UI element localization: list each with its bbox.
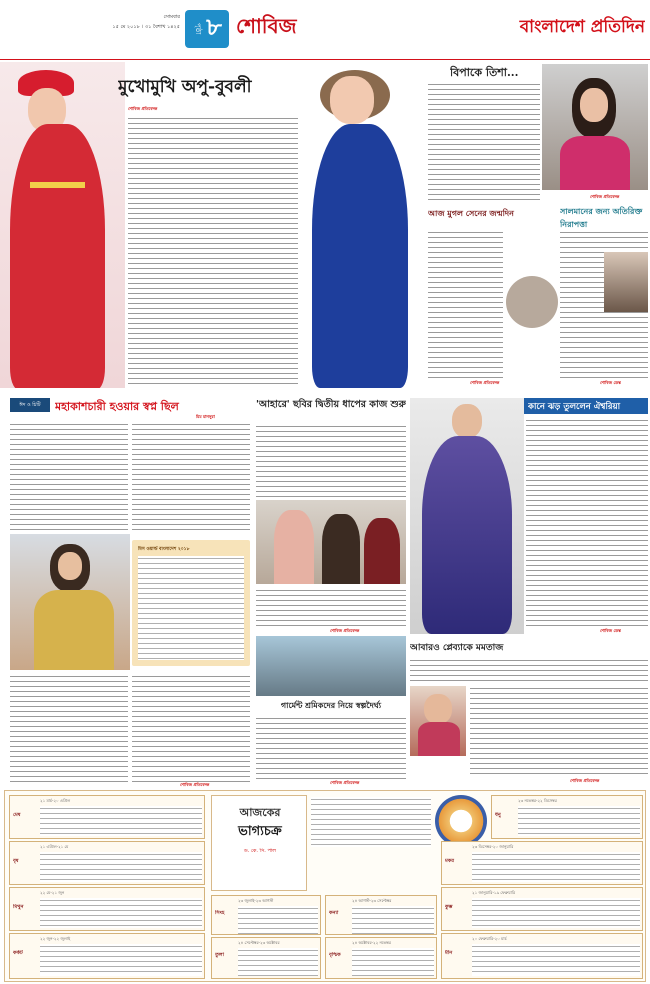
dream-byline: মিম মানসূরা [196, 414, 215, 419]
horoscope-section [4, 790, 646, 982]
aishwarya-headline: কানে ঝড় তুললেন ঐশ্বরিয়া [528, 402, 621, 412]
section-title: শোবিজ [236, 14, 297, 38]
momtaz-body-text-2 [470, 686, 648, 776]
horoscope-sign-scorpio: বৃশ্চিক ২৪ অক্টোবর-২২ নভেম্বর [325, 937, 437, 979]
photo-aishwarya [410, 398, 524, 634]
ahare-body-text [256, 424, 406, 500]
aishwarya-footer: শোবিজ ডেস্ক [600, 628, 621, 633]
horoscope-sign-leo: সিংহ ২৩ জুলাই-২৩ আগস্ট [211, 895, 321, 935]
ahare-headline: 'আহারে' ছবির দ্বিতীয় ধাপের কাজ শুরু [256, 399, 406, 410]
page-badge [185, 10, 229, 48]
zodiac-wheel-icon [435, 795, 487, 847]
ajmal-body-text [428, 230, 503, 380]
photo-apu [0, 62, 125, 388]
momtaz-headline: আবারও প্লেব্যাকে মমতাজ [410, 643, 504, 653]
horoscope-sign-capricorn: মকর ২৩ ডিসেম্বর-২০ জানুয়ারি [441, 841, 643, 885]
photo-ahare-cast [256, 500, 406, 584]
ahare-footer: শোবিজ প্রতিবেদক [330, 628, 360, 633]
horoscope-sign-gemini: মিথুন ২২ মে-২১ জুন [9, 887, 205, 931]
section-tag: ঈদ ও চিটি [10, 398, 50, 412]
horoscope-sign-aquarius: কুম্ভ ২১ জানুয়ারি-১৯ ফেব্রুয়ারি [441, 887, 643, 931]
horoscope-sign-aries: মেষ ২১ মার্চ-২০ এপ্রিল [9, 795, 205, 839]
ajmal-footer: শোবিজ প্রতিবেদক [470, 380, 500, 385]
aishwarya-body-text [526, 418, 648, 628]
horoscope-title-2: ভাগ্যচক্র [238, 824, 282, 839]
photo-salman [604, 252, 648, 312]
masthead [0, 0, 650, 60]
dream-footer: শোবিজ প্রতিবেদক [180, 782, 210, 787]
salman-footer: শোবিজ ডেস্ক [600, 380, 621, 385]
horoscope-title-box [211, 795, 307, 891]
photo-model [10, 534, 130, 670]
masthead-day: সোমবার [163, 14, 180, 20]
horoscope-sign-pisces: মীন ২০ ফেব্রুয়ারি-২০ মার্চ [441, 933, 643, 979]
dream-headline: মহাকাশচারী হওয়ার স্বপ্ন ছিল [55, 400, 179, 413]
dream-body-col3 [10, 674, 128, 782]
garments-body-text [256, 716, 406, 780]
salman-headline: সালমানের জন্য অতিরিক্ত নিরাপত্তা [560, 206, 643, 229]
photo-ajmal [506, 276, 558, 328]
horoscope-sign-virgo: কন্যা ২৪ আগস্ট-২৩ সেপ্টেম্বর [325, 895, 437, 935]
photo-garments [256, 636, 406, 696]
lead-byline: শোবিজ প্রতিবেদক [128, 106, 158, 111]
photo-momtaz [410, 686, 466, 756]
garments-headline: গার্মেন্ট শ্রমিকদের নিয়ে স্বল্পদৈর্ঘ্য [280, 700, 382, 710]
horoscope-author: ড. কে. সি. পাল [243, 848, 277, 854]
dream-body-col1 [10, 422, 128, 532]
horoscope-sign-sagittarius-box: ধনু ২৩ নভেম্বর-২২ ডিসেম্বর [491, 795, 643, 839]
dream-body-col2 [132, 422, 250, 532]
masthead-date: ১৫ মে ২০১৮ । ৩১ বৈশাখ ১৪২৫ [112, 24, 180, 30]
ajmal-headline: আজ মুগল সেনের জন্মদিন [428, 208, 514, 218]
lead-story [0, 62, 650, 390]
brand-logo: বাংলাদেশ প্রতিদিন [519, 17, 645, 37]
ahare-body-text-2 [256, 588, 406, 628]
horoscope-intro-text [311, 797, 431, 847]
garments-footer: শোবিজ প্রতিবেদক [330, 780, 360, 785]
momtaz-footer: শোবিজ প্রতিবেদক [570, 778, 600, 783]
horoscope-sign-cancer: কর্কট ২২ জুন-২২ জুলাই [9, 933, 205, 979]
tisha-body-text [428, 82, 540, 200]
dream-quote-box [132, 540, 250, 666]
photo-tisha [542, 64, 648, 190]
horoscope-sign-taurus: বৃষ ২১ এপ্রিল-২১ মে [9, 841, 205, 885]
tisha-footer: শোবিজ প্রতিবেদক [590, 194, 620, 199]
momtaz-body-text [410, 658, 648, 682]
aishwarya-title-bar [524, 398, 648, 414]
tisha-headline: বিপাকে তিশা... [450, 66, 519, 79]
photo-bubli [300, 62, 420, 388]
page-label: পৃষ্ঠা [194, 23, 203, 35]
lead-headline: মুখোমুখি অপু-বুবলী [118, 77, 252, 97]
dream-body-col4 [132, 674, 250, 782]
dream-quote-text: মিস ওয়ার্ল্ড বাংলাদেশ ২০১৮ [138, 547, 190, 552]
page-number: ৮ [206, 13, 222, 41]
horoscope-title-1: আজকের [239, 806, 281, 819]
lead-body-text [128, 116, 298, 388]
horoscope-sign-libra: তুলা ২৪ সেপ্টেম্বর-২৩ অক্টোবর [211, 937, 321, 979]
